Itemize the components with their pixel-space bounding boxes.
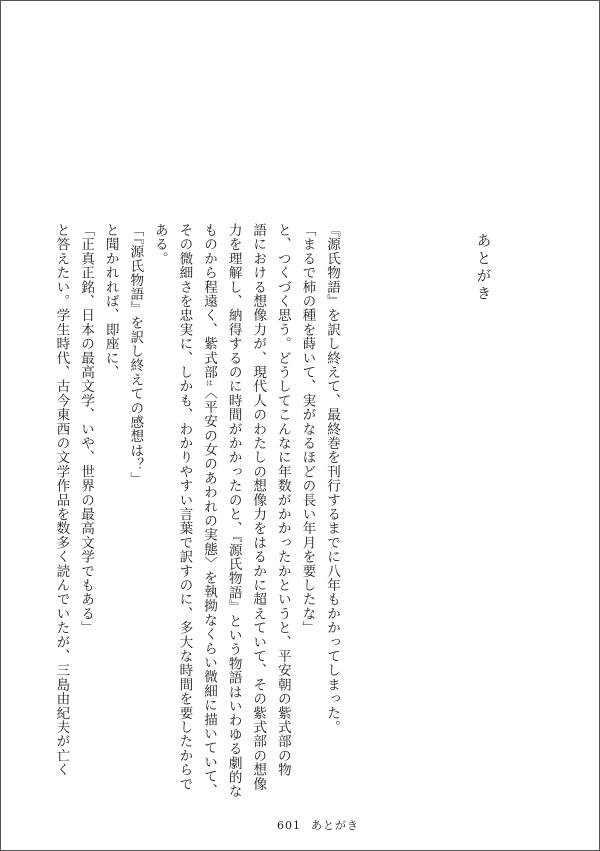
text-segment: 〈平安の女のあわれの実態〉を執拗なくらい微細に描いていて、 [201,385,218,798]
page-number: 601 [277,819,301,832]
text-line: と答えたい。学生時代、古今東西の文学作品を数多く読んでいたが、三島由紀夫が亡く [53,223,70,777]
text-line: 力を理解し、納得するのに時間がかかったのと、『源氏物語』という物語はいわゆる劇的な [225,223,242,799]
text-line: 語における想像力が、現代人のわたしの想像力をはるかに超えていて、その紫式部の想像 [250,223,267,791]
text-line: 「まるで柿の種を蒔いて、実がなるほどの長い年月を要したな」 [299,223,316,635]
text-line: 「正真正銘、日本の最高文学、いや、世界の最高文学でもある」 [78,223,95,635]
text-line: 「『源氏物語』を訳し終えての感想は？」 [127,223,144,486]
text-line: と聞かれれば、即座に、 [102,223,119,380]
text-segment: ものから程遠く、紫式部 [201,223,218,380]
page-footer [277,817,369,833]
text-line: その微細さを忠実に、しかも、わかりやすい言葉で訳すのに、多大な時間を要したからで [176,223,193,791]
text-line: 『源氏物語』を訳し終えて、最終巻を刊行するまでに八年もかかってしまった。 [324,223,340,735]
ruby-annotation: は [205,379,214,386]
text-line: と、つくづく思う。どうしてこんなに年数がかかったかというと、平安朝の紫式部の物 [274,223,291,777]
running-head: あとがき [311,819,359,832]
text-line-with-ruby [196,223,221,798]
body-text [49,223,344,799]
chapter-title: あとがき [474,233,491,303]
text-line: ある。 [151,223,168,266]
